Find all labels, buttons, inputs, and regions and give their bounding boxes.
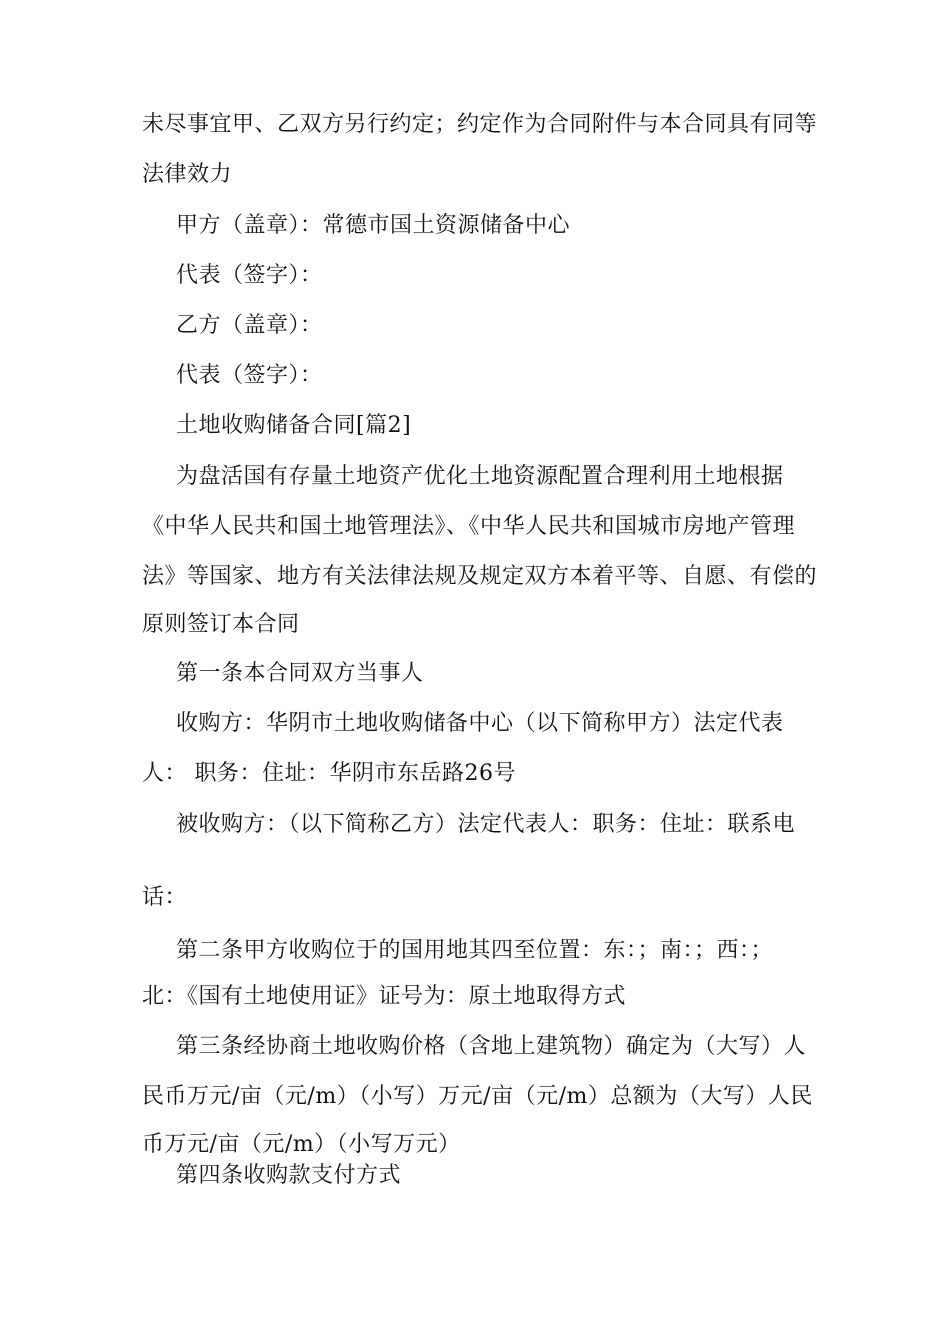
article-3-text: 第三条经协商土地收购价格（含地上建筑物）确定为（大写）人 [176, 1034, 807, 1059]
party-a-representative: 代表（签字）： [176, 263, 323, 288]
article-4-title: 第四条收购款支付方式 [176, 1163, 402, 1188]
text-line-16: 话： [142, 885, 188, 910]
text-line-14: 人： 职务：住址：华阴市东岳路26号 [142, 761, 516, 786]
party-b-representative: 代表（签字）： [176, 363, 323, 388]
text-line-11: 原则签订本合同 [142, 612, 300, 637]
text-line-10: 法》等国家、地方有关法律法规及规定双方本着平等、自愿、有偿的 [142, 564, 818, 589]
article-1-title: 第一条本合同双方当事人 [176, 661, 424, 686]
text-line-13: 收购方：华阴市土地收购储备中心（以下简称甲方）法定代表 [176, 711, 784, 736]
text-line-18: 北：《国有土地使用证》证号为：原土地取得方式 [142, 984, 627, 1009]
text-line-9: 《中华人民共和国土地管理法》、《中华人民共和国城市房地产管理 [142, 514, 796, 539]
text-line-15: 被收购方：（以下简称乙方）法定代表人：职务：住址：联系电 [176, 812, 796, 837]
text-line-8: 为盘活国有存量土地资产优化土地资源配置合理利用土地根据 [176, 464, 784, 489]
text-line-20: 民币万元/亩（元/m）（小写）万元/亩（元/m）总额为（大写）人民 [142, 1084, 813, 1109]
party-a-seal: 甲方（盖章）：常德市国土资源储备中心 [176, 213, 571, 238]
party-b-seal: 乙方（盖章）： [176, 313, 323, 338]
text-line-1: 未尽事宜甲、乙双方另行约定；约定作为合同附件与本合同具有同等 [142, 112, 818, 137]
article-2-text: 第二条甲方收购位于的国用地其四至位置：东：；南：；西：； [176, 938, 774, 963]
section-heading: 土地收购储备合同[篇2] [176, 413, 412, 438]
text-line-21: 币万元/亩（元/m）（小写万元） [142, 1132, 461, 1157]
text-line-2: 法律效力 [142, 162, 233, 187]
